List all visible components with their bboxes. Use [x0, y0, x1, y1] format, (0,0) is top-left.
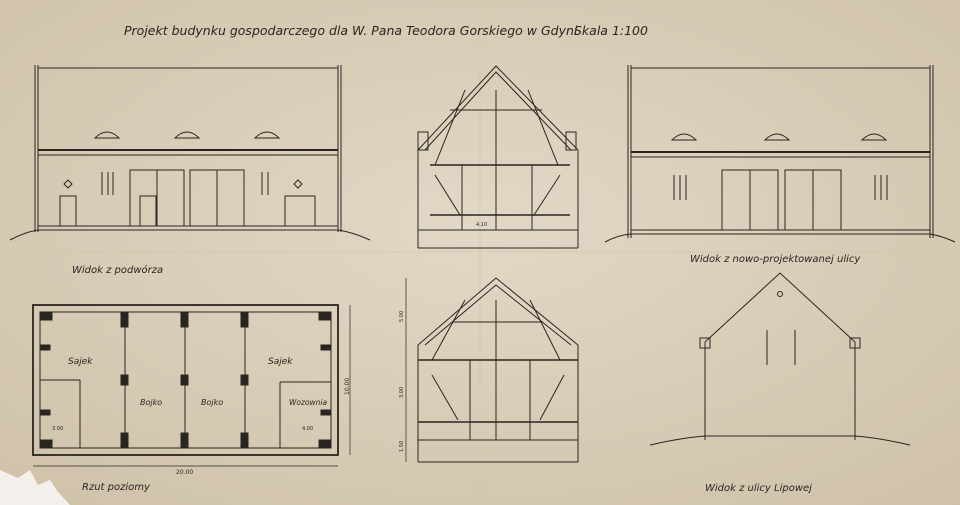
dim-width: 20.00 — [176, 469, 194, 476]
room-bojko-2: Bojko — [201, 398, 224, 407]
drawing-title: Projekt budynku gospodarczego dla W. Pana Teodora Gorskiego w Gdyni — [124, 23, 578, 38]
section-dim-base: 1.50 — [399, 440, 405, 452]
section-dim-upper: 5.00 — [399, 310, 405, 322]
dim-right-bay: 4.00 — [302, 426, 314, 432]
label-floor-plan: Rzut poziomy — [82, 482, 150, 493]
room-sajek-right: Sajek — [268, 357, 293, 367]
dim-left-bay: 3.00 — [52, 426, 64, 432]
scale-label: Skala 1:100 — [574, 23, 648, 38]
label-lipowa-view: Widok z ulicy Lipowej — [705, 483, 812, 494]
section-mark: 4.10 — [476, 222, 488, 228]
dim-depth: 10.00 — [344, 377, 351, 395]
room-sajek-left: Sajek — [68, 357, 93, 367]
label-yard-view: Widok z podwórza — [72, 265, 164, 276]
section-dim-wall: 3.00 — [399, 386, 405, 398]
room-bojko-1: Bojko — [140, 398, 163, 407]
room-wozownia: Wozownia — [289, 398, 328, 407]
label-new-street-view: Widok z nowo-projektowanej ulicy — [690, 254, 861, 265]
